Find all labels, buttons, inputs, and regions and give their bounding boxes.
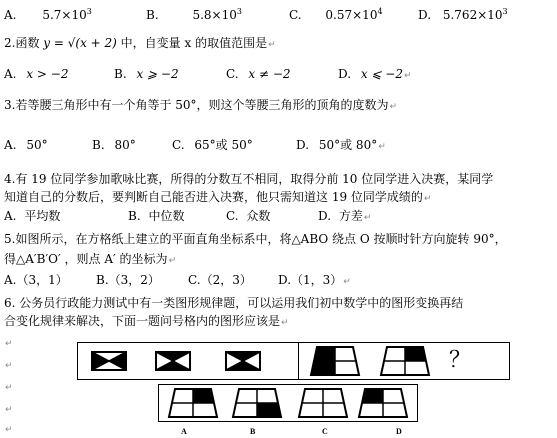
answer-c-trapezoid-icon[interactable] <box>299 389 347 417</box>
q2-option-a[interactable]: A. x > −2 <box>4 67 69 81</box>
return-mark: ↵ <box>5 405 13 415</box>
answer-d-trapezoid-icon[interactable] <box>359 389 407 417</box>
q2-option-c[interactable]: C. x ≠ −2 <box>226 67 291 81</box>
q2-option-d[interactable]: D. x ⩽ −2↵ <box>338 67 412 81</box>
return-mark: ↵ <box>5 339 13 349</box>
trapezoid-icon <box>311 347 359 375</box>
answer-label-c: C <box>322 427 328 436</box>
q5-option-c[interactable]: C.（2，3） <box>188 273 252 287</box>
q3-option-d[interactable]: D. 50°或 80°↵ <box>296 138 386 152</box>
q1-option-b[interactable]: B. $5.8\times 10^3$ <box>146 7 242 22</box>
q6-answers-svg <box>159 385 417 421</box>
q2-stem: 2.函数 y = √(x + 2) 中，自变量 x 的取值范围是↵ <box>4 36 276 50</box>
return-mark: ↵ <box>5 425 13 435</box>
q5-stem-line2: 得△A′B′O′ ，则点 A′ 的坐标为↵ <box>4 252 177 266</box>
q5-option-a[interactable]: A.（3，1） <box>4 273 68 287</box>
q1-option-c[interactable]: C. $0.57\times 10^4$ <box>289 7 383 22</box>
q2-option-b[interactable]: B. x ⩾ −2 <box>114 67 179 81</box>
q5-stem-line1: 5.如图所示，在方格纸上建立的平面直角坐标系中，将△ABO 绕点 O 按顺时针方向旋转 90°， <box>4 232 507 246</box>
envelope-icon <box>226 352 260 370</box>
question-mark: ？ <box>449 348 472 373</box>
return-mark: ↵ <box>5 383 13 393</box>
trapezoid-icon <box>381 347 429 375</box>
q5-option-b[interactable]: B.（3，2） <box>96 273 160 287</box>
q4-option-d[interactable]: D. 方差↵ <box>318 209 372 223</box>
answer-a-trapezoid-icon[interactable] <box>169 389 217 417</box>
answer-label-b: B <box>250 427 256 436</box>
envelope-icon <box>92 352 126 370</box>
q3-stem: 3.若等腰三角形中有一个角等于 50°，则这个等腰三角形的顶角的度数为↵ <box>4 98 398 112</box>
q3-option-a[interactable]: A. 50° <box>4 138 48 152</box>
q3-option-c[interactable]: C. 65°或 50° <box>172 138 253 152</box>
q3-option-b[interactable]: B. 80° <box>92 138 136 152</box>
q4-option-c[interactable]: C. 众数 <box>226 209 271 223</box>
q2-formula: y = √(x + 2) <box>43 36 117 50</box>
q6-stem-line1: 6. 公务员行政能力测试中有一类图形规律题，可以运用我们初中数学中的图形变换再结 <box>4 296 464 310</box>
q4-option-b[interactable]: B. 中位数 <box>128 209 185 223</box>
q1-option-d[interactable]: D. $5.762\times 10^3$ <box>418 7 508 22</box>
q4-option-a[interactable]: A. 平均数 <box>4 209 61 223</box>
q6-stem-line2: 合变化规律来解决，下面一题问号格内的图形应该是↵ <box>4 314 289 328</box>
q1-option-a[interactable]: A. $5.7\times 10^3$ <box>4 7 92 22</box>
q4-stem-line1: 4.有 19 位同学参加歌咏比赛，所得的分数互不相同，取得分前 10 位同学进入决赛，某同学 <box>4 172 494 186</box>
q4-stem-line2: 知道自己的分数后，要判断自己能否进入决赛，他只需知道这 19 位同学成绩的↵ <box>4 190 432 204</box>
q6-answer-box <box>158 384 418 422</box>
answer-label-a: A <box>181 427 187 436</box>
q5-option-d[interactable]: D.（1，3）↵ <box>278 273 351 287</box>
q6-pattern-box-right <box>298 342 510 380</box>
return-mark: ↵ <box>5 361 13 371</box>
envelope-icon <box>156 352 190 370</box>
answer-label-d: D <box>396 427 402 436</box>
q6-pattern-right-svg <box>299 343 509 379</box>
answer-b-trapezoid-icon[interactable] <box>233 389 281 417</box>
